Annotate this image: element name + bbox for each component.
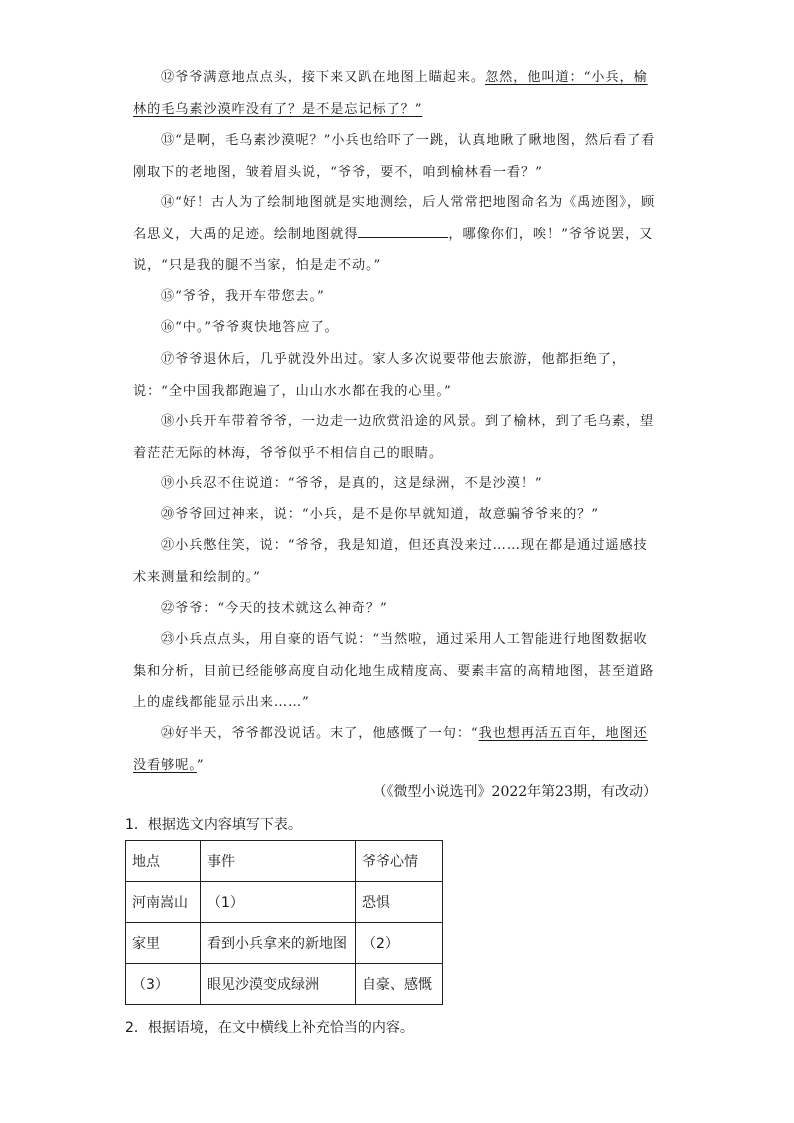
paragraph-number: ㉒ (161, 601, 176, 616)
paragraph-text: 爷爷：“今天的技术就这么神奇？” (175, 601, 388, 616)
table-header-row (126, 841, 443, 882)
paragraph-number: ⑱ (161, 414, 176, 429)
paragraph-17 (133, 344, 659, 407)
table-row (126, 882, 443, 923)
paragraph-number: ⑯ (161, 320, 176, 335)
table-header-cell: 爷爷心情 (356, 841, 443, 882)
table-cell: （1） (201, 882, 356, 923)
table-header-cell: 地点 (126, 841, 201, 882)
paragraph-number: ⑭ (161, 195, 176, 210)
paragraph-text: “爷爷，我开车带您去。” (175, 289, 325, 304)
paragraph-number: ⑲ (161, 476, 176, 491)
paragraph-text: 好半天，爷爷都没说话。末了，他感慨了一句：“ (175, 726, 479, 741)
paragraph-text: 小兵忍不住说道：“爷爷，是真的，这是绿洲，不是沙漠！” (175, 476, 543, 491)
table-cell: 家里 (126, 923, 201, 964)
paragraph-text: 小兵点点头，用自豪的语气说：“当然啦，通过采用人工智能进行地图数据收集和分析，目前已经能够高度自动化地生成精度高、要素丰富的高精地图，甚至道路上的虚线都能显示出来……” (133, 632, 655, 710)
answer-table (125, 840, 443, 1005)
paragraph-number: ⑬ (161, 133, 176, 148)
paragraph-23 (133, 624, 659, 719)
paragraph-text: “中。”爷爷爽快地答应了。 (175, 320, 339, 335)
paragraph-text: ” (196, 757, 205, 773)
table-row (126, 964, 443, 1005)
table-cell: 河南嵩山 (126, 882, 201, 923)
paragraph-12 (133, 62, 659, 125)
table-row (126, 923, 443, 964)
paragraph-14 (133, 187, 659, 282)
paragraph-number: ㉓ (161, 632, 176, 647)
table-cell: 恐惧 (356, 882, 443, 923)
table-cell: 看到小兵拿来的新地图 (201, 923, 356, 964)
paragraph-18 (133, 406, 659, 469)
paragraph-number: ⑳ (161, 507, 176, 522)
paragraph-text: 爷爷满意地点点头，接下来又趴在地图上瞄起来。 (175, 70, 486, 85)
question-2: 2．根据语境，在文中横线上补充恰当的内容。 (125, 1020, 414, 1036)
paragraph-16 (133, 312, 659, 344)
paragraph-text: “好！古人为了绘制地图就是实地测绘，后人常常把地图命名为《禹迹图》，顾名思义，大禹的足迹。绘制地图就得 (133, 195, 656, 242)
underlined-text: 忽然，他叫道：“小兵，榆林的毛乌素沙漠咋没有了？是不是忘记标了？” (133, 70, 648, 117)
paragraph-24 (133, 718, 659, 781)
source-citation: （《微型小说选刊》2022年第23期，有改动） (372, 784, 657, 800)
paragraph-13 (133, 125, 659, 188)
paragraph-text: “是啊，毛乌素沙漠呢？”小兵也给吓了一跳，认真地瞅了瞅地图，然后看了看刚取下的老地图，皱着眉头说，“爷爷，要不，咱到榆林看一看？” (133, 133, 656, 180)
paragraph-text: 小兵开车带着爷爷，一边走一边欣赏沿途的风景。到了榆林，到了毛乌素，望着茫茫无际的林海，爷爷似乎不相信自己的眼睛。 (133, 414, 655, 461)
question-1: 1．根据选文内容填写下表。 (125, 817, 302, 833)
table-cell: 自豪、感慨 (356, 964, 443, 1005)
paragraph-22 (133, 593, 659, 625)
paragraph-text: 小兵憋住笑，说：“爷爷，我是知道，但还真没来过……现在都是通过遥感技术来测量和绘制的。” (133, 538, 648, 585)
paragraph-number: ㉑ (161, 538, 176, 553)
paragraph-number: ⑫ (161, 70, 176, 85)
paragraph-number: ㉔ (161, 726, 176, 741)
paragraph-15 (133, 281, 659, 313)
paragraph-number: ⑰ (161, 352, 176, 367)
paragraph-text: ，哪像你们，唉！”爷爷说罢，又说，“只是我的腿不当家，怕是走不动。” (133, 226, 654, 273)
paragraph-21 (133, 530, 659, 593)
paragraph-20 (133, 499, 659, 531)
paragraph-19 (133, 468, 659, 500)
table-cell: （2） (356, 923, 443, 964)
paragraph-text: 爷爷回过神来，说：“小兵，是不是你早就知道，故意骗爷爷来的？” (175, 507, 599, 522)
fill-in-blank (358, 223, 448, 238)
underlined-text: 我也想再活五百年，地图还没看够呢。 (133, 726, 648, 773)
paragraph-number: ⑮ (161, 289, 176, 304)
table-header-cell: 事件 (201, 841, 356, 882)
table-cell: 眼见沙漠变成绿洲 (201, 964, 356, 1005)
table-cell: （3） (126, 964, 201, 1005)
paragraph-text: 爷爷退休后，几乎就没外出过。家人多次说要带他去旅游，他都拒绝了，说：“全中国我都跑遍了，山山水水都在我的心里。” (133, 352, 626, 399)
